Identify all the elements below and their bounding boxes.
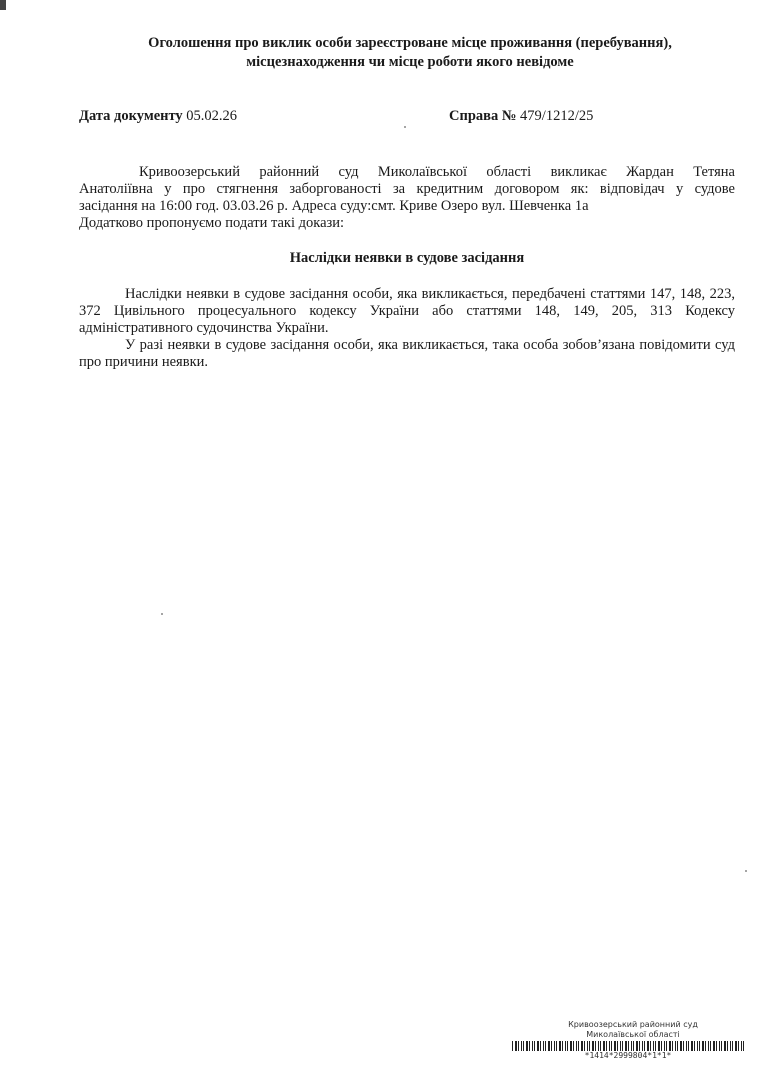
section-title: Наслідки неявки в судове засідання <box>289 250 525 266</box>
title-line-1: Оголошення про виклик особи зареєстроване місце проживання (перебування), <box>148 35 672 51</box>
summons-line-2: Анатоліївна у про стягнення заборгованості за кредитним договором як: відповідач у судове <box>79 181 735 197</box>
scan-speck <box>745 870 747 872</box>
barcode <box>512 1041 744 1051</box>
consequences-paragraph-1: Наслідки неявки в судове засідання особи, яка викликається, передбачені статтями 147, 148, 223, 372 Цивільного процесуального кодексу України або статтями 148, 149, 205, 313 Кодексу адміністративного судочинства України. <box>79 286 735 336</box>
stamp-line-1: Кривоозерський районний суд <box>568 1020 698 1029</box>
case-label: Справа № <box>449 108 517 124</box>
consequences-text <box>79 286 735 371</box>
title-line-2: місцезнаходження чи місце роботи якого невідоме <box>246 54 574 70</box>
consequences-paragraph-2: У разі неявки в судове засідання особи, яка викликається, така особа зобов’язана повідомити суд про причини неявки. <box>79 337 735 370</box>
scan-corner-mark <box>0 0 6 10</box>
document-title <box>60 34 760 72</box>
summons-text <box>79 164 735 232</box>
summons-line-4: Додатково пропонуємо подати такі докази: <box>79 215 345 231</box>
scan-speck <box>404 126 406 128</box>
summons-line-3: засідання на 16:00 год. 03.03.26 р. Адреса суду:смт. Криве Озеро вул. Шевченка 1а <box>79 198 589 214</box>
case-value: 479/1212/25 <box>520 108 594 124</box>
court-stamp-barcode <box>512 1020 744 1061</box>
document-date <box>79 108 237 125</box>
barcode-number: *1414*2999804*1*1* <box>584 1051 672 1060</box>
summons-line-1: Кривоозерський районний суд Миколаївської області викликає Жардан Тетяна <box>139 164 735 180</box>
date-label: Дата документу <box>79 108 183 124</box>
stamp-line-2: Миколаївської області <box>586 1030 680 1039</box>
date-value: 05.02.26 <box>186 108 238 124</box>
scan-speck <box>161 613 163 615</box>
case-number <box>449 108 593 125</box>
